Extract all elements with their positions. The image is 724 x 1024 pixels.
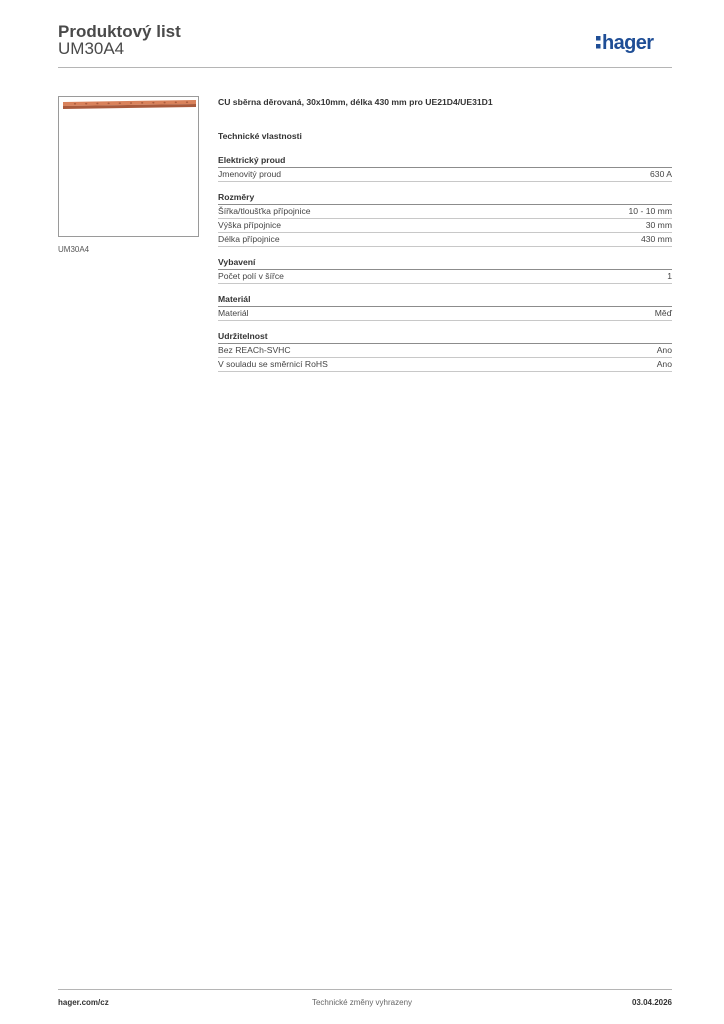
product-description: CU sběrna děrovaná, 30x10mm, délka 430 mm pro UE21D4/UE31D1 <box>218 97 493 107</box>
property-label: Jmenovitý proud <box>218 169 282 179</box>
header-divider <box>58 67 672 68</box>
logo-text: hager <box>602 32 654 54</box>
product-image <box>58 96 199 237</box>
property-value: Měď <box>654 308 672 318</box>
section-title: Vybavení <box>218 257 672 270</box>
product-details <box>218 96 672 382</box>
section-title: Elektrický proud <box>218 155 672 168</box>
busbar-hole <box>108 103 110 105</box>
property-value: 430 mm <box>640 234 672 244</box>
property-row <box>218 307 672 321</box>
section <box>218 257 672 284</box>
section-title: Materiál <box>218 294 672 307</box>
property-label: Bez REACh-SVHC <box>218 345 291 355</box>
property-value: Ano <box>656 345 672 355</box>
page-title: Produktový list <box>58 22 181 41</box>
property-label: Šířka/tloušťka přípojnice <box>218 206 311 216</box>
property-value: 30 mm <box>645 220 672 230</box>
busbar-hole <box>85 103 87 105</box>
copper-busbar-icon <box>59 97 198 236</box>
busbar-hole <box>96 103 98 105</box>
footer-divider <box>58 989 672 990</box>
property-value: 10 - 10 mm <box>628 206 672 216</box>
section <box>218 294 672 321</box>
busbar-hole <box>152 102 154 104</box>
section-title: Udržitelnost <box>218 331 672 344</box>
property-row <box>218 168 672 182</box>
busbar-hole <box>130 102 132 104</box>
property-row <box>218 358 672 372</box>
property-label: Počet polí v šířce <box>218 271 284 281</box>
properties-sections <box>218 155 672 372</box>
property-value: 1 <box>667 271 672 281</box>
property-label: Délka přípojnice <box>218 234 280 244</box>
product-code: UM30A4 <box>58 39 125 58</box>
hager-logo <box>594 28 674 58</box>
busbar-hole <box>186 101 188 103</box>
busbar-hole <box>119 102 121 104</box>
property-value: Ano <box>656 359 672 369</box>
image-caption: UM30A4 <box>58 245 90 254</box>
section-title: Rozměry <box>218 192 672 205</box>
property-row <box>218 270 672 284</box>
busbar-hole <box>164 102 166 104</box>
property-row <box>218 205 672 219</box>
section <box>218 331 672 372</box>
section <box>218 155 672 182</box>
property-label: Materiál <box>218 308 249 318</box>
footer-notice: Technické změny vyhrazeny <box>311 998 413 1007</box>
property-label: V souladu se směrnicí RoHS <box>218 359 328 369</box>
busbar-hole <box>74 103 76 105</box>
property-row <box>218 344 672 358</box>
technical-properties-heading: Technické vlastnosti <box>218 131 302 141</box>
busbar-hole <box>141 102 143 104</box>
property-row <box>218 219 672 233</box>
property-label: Výška přípojnice <box>218 220 282 230</box>
property-row <box>218 233 672 247</box>
busbar-hole <box>175 102 177 104</box>
footer-website[interactable]: hager.com/cz <box>58 998 109 1007</box>
property-value: 630 A <box>650 169 672 179</box>
section <box>218 192 672 247</box>
footer-date: 03.04.2026 <box>631 998 672 1007</box>
